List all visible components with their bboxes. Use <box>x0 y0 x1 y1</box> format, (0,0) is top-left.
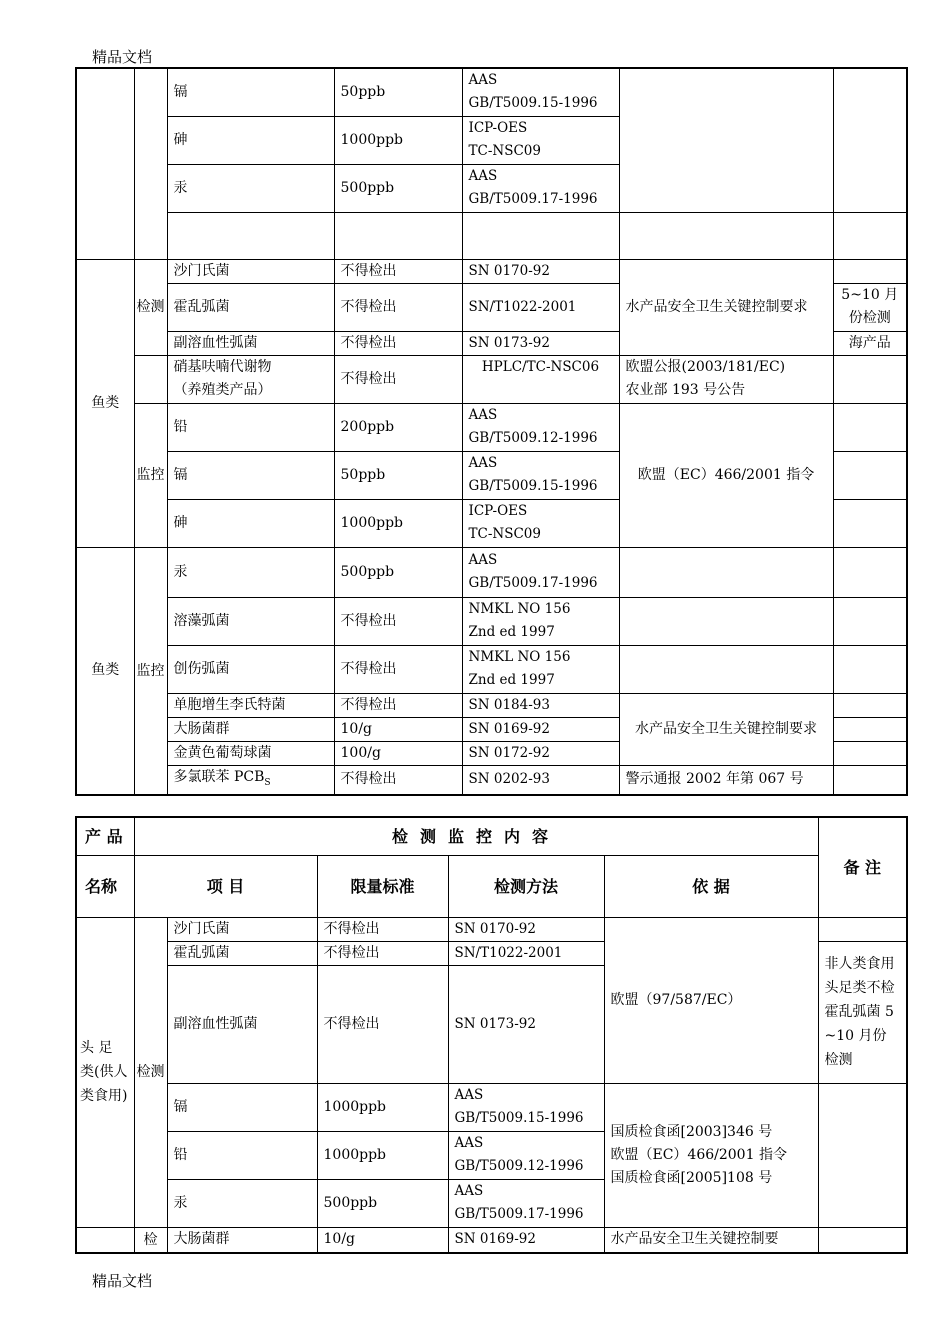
method-cell: NMKL NO 156 Znd ed 1997 <box>462 597 619 645</box>
basis-cell: 欧盟公报(2003/181/EC) 农业部 193 号公告 <box>619 355 833 403</box>
limit-cell: 不得检出 <box>334 283 462 331</box>
sub-cell-continued <box>134 68 167 259</box>
basis-cell: 警示通报 2002 年第 067 号 <box>619 765 833 795</box>
note-cell <box>833 741 907 765</box>
basis-cell: 水产品安全卫生关键控制要 <box>604 1227 818 1253</box>
method-cell: SN 0173-92 <box>448 965 604 1083</box>
sub-detect: 检测 <box>134 917 167 1227</box>
limit-cell: 1000ppb <box>334 499 462 547</box>
item-cell: 汞 <box>167 1179 317 1227</box>
method-cell: SN 0173-92 <box>462 331 619 355</box>
item-cell: 镉 <box>167 68 334 116</box>
item-cell: 砷 <box>167 499 334 547</box>
limit-cell: 不得检出 <box>317 965 448 1083</box>
limit-cell: 不得检出 <box>317 941 448 965</box>
limit-cell: 不得检出 <box>334 645 462 693</box>
limit-cell: 50ppb <box>334 68 462 116</box>
limit-cell: 100/g <box>334 741 462 765</box>
item-cell: 单胞增生李氏特菌 <box>167 693 334 717</box>
header-product-2: 名称 <box>76 855 134 917</box>
method-cell: AAS GB/T5009.17-1996 <box>462 547 619 597</box>
limit-cell: 10/g <box>317 1227 448 1253</box>
item-cell: 镉 <box>167 1083 317 1131</box>
item-cell: 汞 <box>167 164 334 212</box>
limit-cell: 不得检出 <box>334 331 462 355</box>
page-footer: 精品文档 <box>92 1272 153 1290</box>
method-cell: AAS GB/T5009.15-1996 <box>448 1083 604 1131</box>
empty-cell <box>462 212 619 259</box>
note-cell <box>818 1227 907 1253</box>
item-cell: 镉 <box>167 451 334 499</box>
note-cell <box>818 1083 907 1227</box>
item-cell: 沙门氏菌 <box>167 259 334 283</box>
header-limit: 限量标准 <box>317 855 448 917</box>
method-cell: ICP-OES TC-NSC09 <box>462 499 619 547</box>
inspection-table-2 <box>75 816 908 1254</box>
item-cell: 铅 <box>167 1131 317 1179</box>
basis-cell: 国质检食函[2003]346 号 欧盟（EC）466/2001 指令 国质检食函[2005]108 号 <box>604 1083 818 1227</box>
limit-cell: 1000ppb <box>317 1131 448 1179</box>
limit-cell: 不得检出 <box>334 259 462 283</box>
method-cell: NMKL NO 156 Znd ed 1997 <box>462 645 619 693</box>
sub-detect: 检测 <box>134 259 167 355</box>
limit-cell: 500ppb <box>334 164 462 212</box>
note-cell <box>833 499 907 547</box>
product-cephalopod: 头 足 类(供人类食用) <box>76 917 134 1227</box>
header-method: 检测方法 <box>448 855 604 917</box>
header-item: 项 目 <box>134 855 317 917</box>
item-cell: 多氯联苯 $PCB_S$ <box>167 765 334 795</box>
method-cell: SN/T1022-2001 <box>448 941 604 965</box>
method-cell: SN 0184-93 <box>462 693 619 717</box>
basis-cell <box>619 68 833 212</box>
product-fish: 鱼类 <box>76 547 134 795</box>
note-cell <box>833 645 907 693</box>
basis-cell <box>619 547 833 597</box>
limit-cell: 不得检出 <box>334 597 462 645</box>
note-cell: 海产品 <box>833 331 907 355</box>
limit-cell: 10/g <box>334 717 462 741</box>
empty-cell <box>619 212 833 259</box>
sub-monitor: 监控 <box>134 547 167 795</box>
product-fish: 鱼类 <box>76 259 134 547</box>
sub-monitor: 监控 <box>134 403 167 547</box>
method-cell: AAS GB/T5009.15-1996 <box>462 451 619 499</box>
basis-cell: 欧盟（EC）466/2001 指令 <box>619 403 833 547</box>
method-cell: SN 0172-92 <box>462 741 619 765</box>
item-cell: 硝基呋喃代谢物 （养殖类产品） <box>167 355 334 403</box>
method-cell: SN 0202-93 <box>462 765 619 795</box>
note-cell: 5~10 月份检测 <box>833 283 907 331</box>
limit-cell: 不得检出 <box>334 693 462 717</box>
header-basis: 依 据 <box>604 855 818 917</box>
note-cell <box>833 765 907 795</box>
method-cell: HPLC/TC-NSC06 <box>462 355 619 403</box>
note-cell <box>833 403 907 451</box>
limit-cell: 不得检出 <box>317 917 448 941</box>
method-cell: SN 0170-92 <box>448 917 604 941</box>
empty-cell <box>167 212 334 259</box>
empty-cell <box>833 212 907 259</box>
item-cell: 沙门氏菌 <box>167 917 317 941</box>
item-cell: 霍乱弧菌 <box>167 941 317 965</box>
item-cell: 大肠菌群 <box>167 717 334 741</box>
limit-cell: 不得检出 <box>334 765 462 795</box>
method-cell: AAS GB/T5009.15-1996 <box>462 68 619 116</box>
empty-cell <box>134 355 167 403</box>
note-cell <box>833 717 907 741</box>
item-cell: 副溶血性弧菌 <box>167 331 334 355</box>
item-cell: 大肠菌群 <box>167 1227 317 1253</box>
note-cell <box>833 693 907 717</box>
item-cell: 创伤弧菌 <box>167 645 334 693</box>
note-cell: 非人类食用头足类不检霍乱弧菌 5~10 月份检测 <box>818 941 907 1083</box>
item-cell: 霍乱弧菌 <box>167 283 334 331</box>
basis-cell: 水产品安全卫生关键控制要求 <box>619 259 833 355</box>
limit-cell: 不得检出 <box>334 355 462 403</box>
product-cell <box>76 1227 134 1253</box>
method-cell: SN 0169-92 <box>448 1227 604 1253</box>
limit-cell: 500ppb <box>334 547 462 597</box>
limit-cell: 50ppb <box>334 451 462 499</box>
sub-cell: 检 <box>134 1227 167 1253</box>
basis-cell: 欧盟（97/587/EC） <box>604 917 818 1083</box>
item-cell: 铅 <box>167 403 334 451</box>
empty-cell <box>334 212 462 259</box>
note-cell <box>833 451 907 499</box>
header-product-1: 产 品 <box>76 817 134 855</box>
limit-cell: 200ppb <box>334 403 462 451</box>
item-cell: 汞 <box>167 547 334 597</box>
item-cell: 溶藻弧菌 <box>167 597 334 645</box>
header-content: 检测监控内容 <box>134 817 818 855</box>
method-cell: SN/T1022-2001 <box>462 283 619 331</box>
method-cell: AAS GB/T5009.17-1996 <box>462 164 619 212</box>
page-header: 精品文档 <box>92 48 153 66</box>
method-cell: SN 0169-92 <box>462 717 619 741</box>
note-cell <box>833 355 907 403</box>
method-cell: SN 0170-92 <box>462 259 619 283</box>
note-cell <box>818 917 907 941</box>
limit-cell: 1000ppb <box>334 116 462 164</box>
basis-cell <box>619 597 833 645</box>
note-cell <box>833 68 907 212</box>
basis-cell: 水产品安全卫生关键控制要求 <box>619 693 833 765</box>
method-cell: AAS GB/T5009.17-1996 <box>448 1179 604 1227</box>
basis-cell <box>619 645 833 693</box>
product-cell-continued <box>76 68 134 259</box>
limit-cell: 1000ppb <box>317 1083 448 1131</box>
note-cell <box>833 259 907 283</box>
inspection-table-1 <box>75 67 908 796</box>
header-note: 备 注 <box>818 817 907 917</box>
item-cell: 金黄色葡萄球菌 <box>167 741 334 765</box>
method-cell: ICP-OES TC-NSC09 <box>462 116 619 164</box>
note-cell <box>833 597 907 645</box>
limit-cell: 500ppb <box>317 1179 448 1227</box>
note-cell <box>833 547 907 597</box>
item-cell: 副溶血性弧菌 <box>167 965 317 1083</box>
item-cell: 砷 <box>167 116 334 164</box>
method-cell: AAS GB/T5009.12-1996 <box>462 403 619 451</box>
method-cell: AAS GB/T5009.12-1996 <box>448 1131 604 1179</box>
